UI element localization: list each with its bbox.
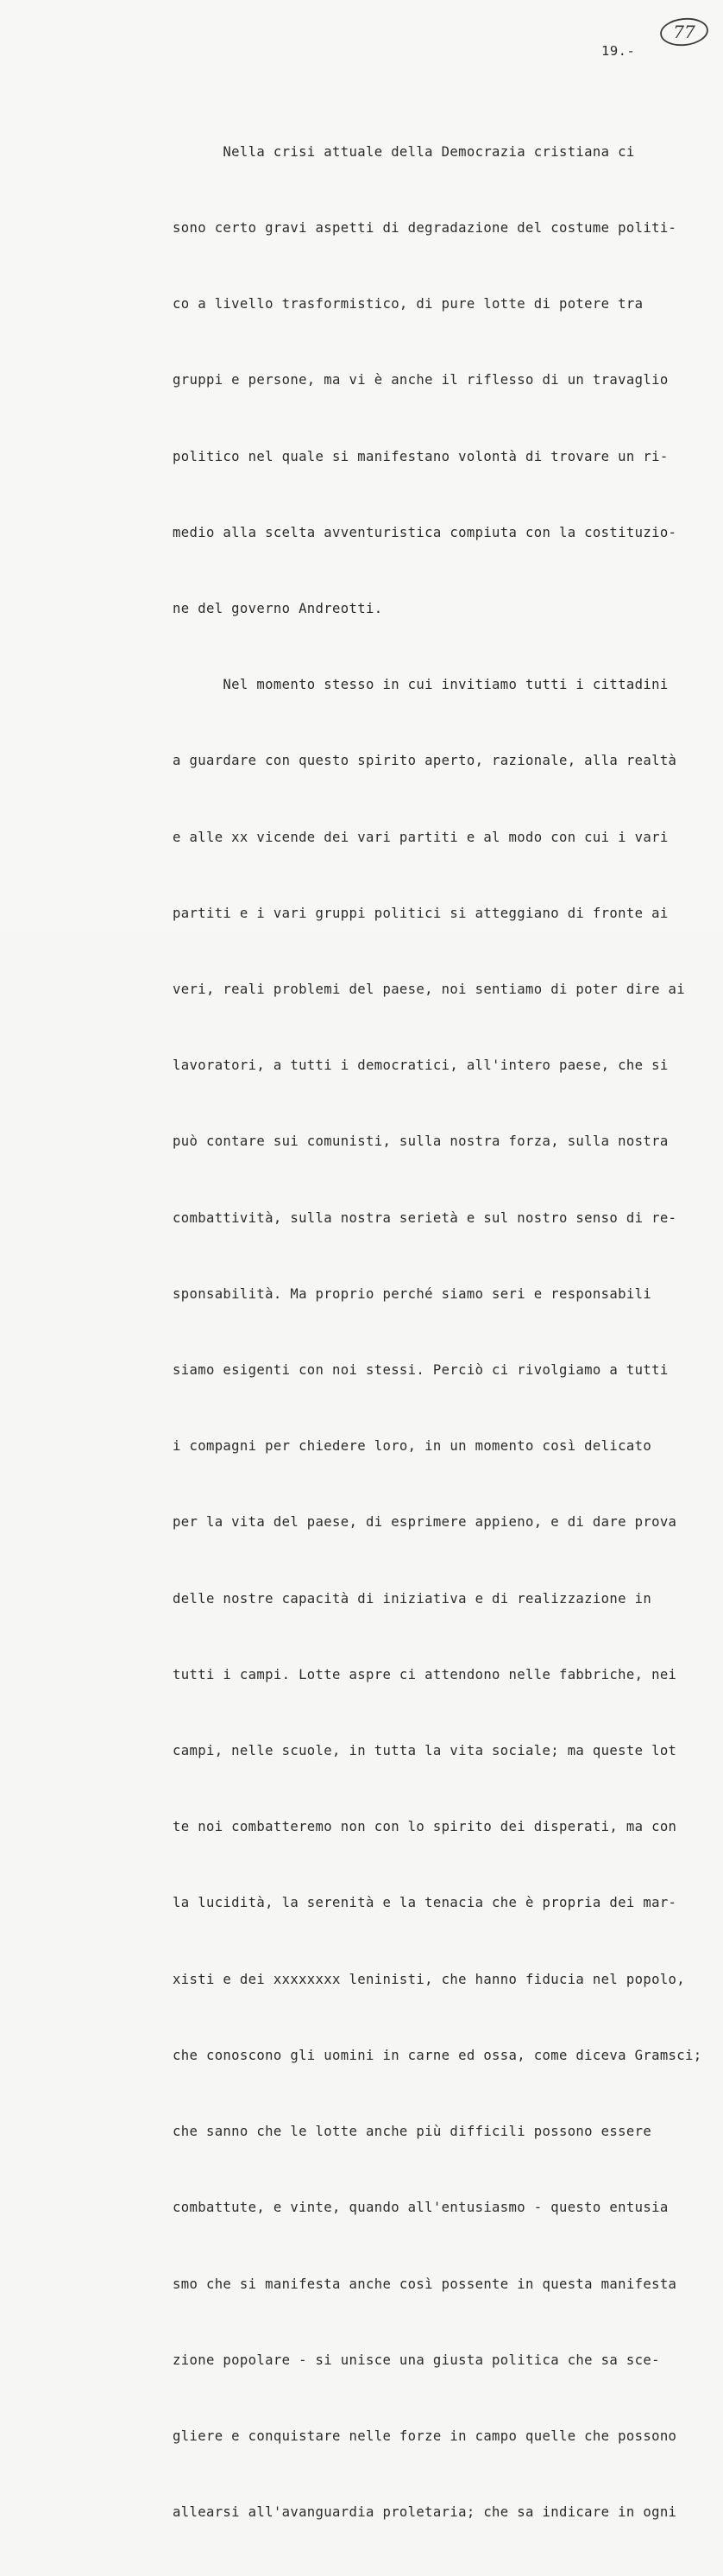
text-line: che sanno che le lotte anche più difficili possono essere <box>173 2124 652 2140</box>
text-line: combattute, e vinte, quando all'entusiasmo - questo entusia <box>173 2200 669 2216</box>
text-line: allearsi all'avanguardia proletaria; che sa indicare in ogni <box>173 2504 677 2521</box>
text-line: lavoratori, a tutti i democratici, all'intero paese, che si <box>173 1058 669 1074</box>
text-line: combattività, sulla nostra serietà e sul nostro senso di re- <box>173 1209 677 1226</box>
text-line: sponsabilità. Ma proprio perché siamo seri e responsabili <box>173 1285 652 1302</box>
text-line: gliere e conquistare nelle forze in campo quelle che possono <box>173 2428 677 2444</box>
text-line: delle nostre capacità di iniziativa e di realizzazione in <box>173 1590 652 1607</box>
archive-number-stamp <box>657 16 711 48</box>
text-line: gruppi e persone, ma vi è anche il riflesso di un travaglio <box>173 372 669 388</box>
text-line: per la vita del paese, di esprimere appieno, e di dare prova <box>173 1514 677 1531</box>
text-line: partiti e i vari gruppi politici si atteggiano di fronte ai <box>173 905 669 921</box>
text-line: Nel momento stesso in cui invitiamo tutti i cittadini <box>173 677 669 693</box>
text-line: zione popolare - si unisce una giusta politica che sa sce- <box>173 2352 660 2368</box>
text-line: che conoscono gli uomini in carne ed ossa, come diceva Gramsci; <box>173 2047 702 2063</box>
text-line: può contare sui comunisti, sulla nostra forza, sulla nostra <box>173 1133 669 1150</box>
text-line: veri, reali problemi del paese, noi sentiamo di poter dire ai <box>173 982 686 998</box>
text-line: te noi combatteremo non con lo spirito dei disperati, ma con <box>173 1819 677 1835</box>
text-line: smo che si manifesta anche così possente in questa manifesta <box>173 2276 677 2292</box>
text-line: medio alla scelta avventuristica compiuta con la costituzio- <box>173 524 677 540</box>
text-line: la lucidità, la serenità e la tenacia che è propria dei mar- <box>173 1895 677 1911</box>
text-line: siamo esigenti con noi stessi. Perciò ci rivolgiamo a tutti <box>173 1362 669 1379</box>
text-line: ne del governo Andreotti. <box>173 601 383 617</box>
text-line: Nella crisi attuale della Democrazia cristiana ci <box>173 143 635 160</box>
text-line: co a livello trasformistico, di pure lotte di potere tra <box>173 296 644 313</box>
text-line: a guardare con questo spirito aperto, razionale, alla realtà <box>173 753 677 769</box>
typewritten-body <box>173 89 707 2576</box>
text-line: campi, nelle scuole, in tutta la vita sociale; ma queste lot <box>173 1743 677 1759</box>
text-line: e alle xx vicende dei vari partiti e al modo con cui i vari <box>173 829 669 845</box>
text-line: i compagni per chiedere loro, in un momento così delicato <box>173 1438 652 1455</box>
handwritten-circle-icon <box>657 16 711 48</box>
page-number: 19.- <box>601 43 636 59</box>
text-line: politico nel quale si manifestano volontà di trovare un ri- <box>173 448 669 464</box>
text-line: sono certo gravi aspetti di degradazione del costume politi- <box>173 220 677 237</box>
archive-number-text: 77 <box>673 22 695 42</box>
text-line: xisti e dei xxxxxxxx leninisti, che hanno fiducia nel popolo, <box>173 1971 686 1987</box>
text-line: tutti i campi. Lotte aspre ci attendono nelle fabbriche, nei <box>173 1666 677 1683</box>
